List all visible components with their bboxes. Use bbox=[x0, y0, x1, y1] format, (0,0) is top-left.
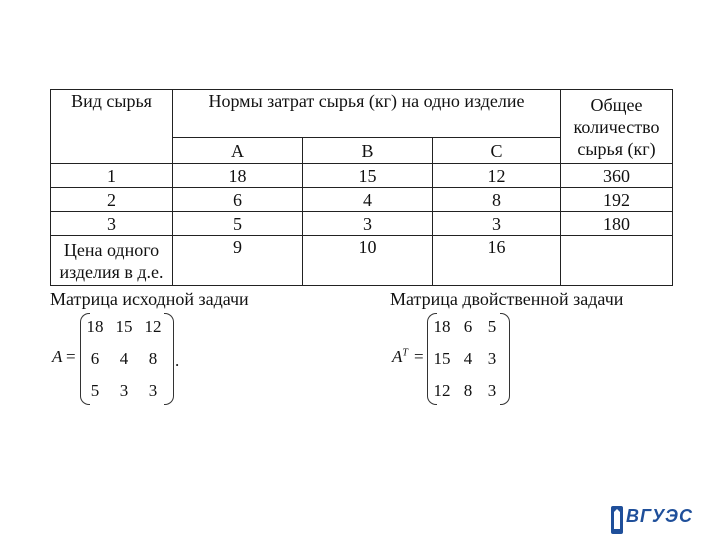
row-label: 3 bbox=[51, 212, 173, 236]
header-total: Общее количество сырья (кг) bbox=[561, 90, 673, 164]
cell-a: 5 bbox=[173, 212, 303, 236]
matrix-original bbox=[50, 313, 190, 405]
matrix-cell: 4 bbox=[463, 349, 473, 368]
matrix-symbol: $A^T$ bbox=[392, 347, 408, 366]
row-label: 1 bbox=[51, 164, 173, 188]
table-row bbox=[51, 188, 673, 212]
matrix-cell: 8 bbox=[463, 381, 473, 400]
cell-total: 360 bbox=[561, 164, 673, 188]
col-header-a: A bbox=[173, 138, 303, 164]
cell-b: 3 bbox=[303, 212, 433, 236]
emblem-icon bbox=[614, 509, 620, 529]
matrix-cell: 15 bbox=[115, 317, 133, 336]
header-norms: Нормы затрат сырья (кг) на одно изделие bbox=[173, 90, 561, 138]
transpose-superscript: T bbox=[402, 347, 408, 359]
caption-dual-matrix: Матрица двойственной задачи bbox=[390, 289, 624, 309]
matrix-cell: 3 bbox=[119, 381, 129, 400]
matrix-cell: 6 bbox=[463, 317, 473, 336]
price-label: Цена одного изделия в д.е. bbox=[51, 236, 173, 286]
price-total-empty bbox=[561, 236, 673, 286]
col-header-c: C bbox=[433, 138, 561, 164]
right-bracket bbox=[500, 313, 510, 405]
matrix-cell: 12 bbox=[144, 317, 162, 336]
table-row bbox=[51, 164, 673, 188]
matrix-cell: 18 bbox=[86, 317, 104, 336]
matrix-dual bbox=[392, 313, 522, 405]
cell-c: 8 bbox=[433, 188, 561, 212]
cell-c: 3 bbox=[433, 212, 561, 236]
matrix-cell: 6 bbox=[90, 349, 100, 368]
row-label: 2 bbox=[51, 188, 173, 212]
header-material-type: Вид сырья bbox=[51, 90, 173, 164]
logo-text: ВГУЭС bbox=[626, 506, 693, 526]
cell-total: 192 bbox=[561, 188, 673, 212]
matrix-cell: 5 bbox=[90, 381, 100, 400]
cell-a: 6 bbox=[173, 188, 303, 212]
matrix-cell: 3 bbox=[487, 381, 497, 400]
cell-b: 4 bbox=[303, 188, 433, 212]
cell-c: 12 bbox=[433, 164, 561, 188]
price-c: 16 bbox=[433, 236, 561, 286]
matrix-cell: 4 bbox=[119, 349, 129, 368]
caption-original-matrix: Матрица исходной задачи bbox=[50, 289, 249, 309]
equals-sign: = bbox=[66, 347, 76, 366]
matrix-cell: 12 bbox=[433, 381, 451, 400]
cell-b: 15 bbox=[303, 164, 433, 188]
col-header-b: B bbox=[303, 138, 433, 164]
table-row bbox=[51, 212, 673, 236]
price-a: 9 bbox=[173, 236, 303, 286]
equals-sign: = bbox=[414, 347, 424, 366]
cell-total: 180 bbox=[561, 212, 673, 236]
raw-materials-table bbox=[50, 89, 673, 286]
right-bracket bbox=[164, 313, 174, 405]
table-row-price bbox=[51, 236, 673, 286]
matrix-symbol: A bbox=[52, 347, 63, 366]
price-b: 10 bbox=[303, 236, 433, 286]
matrix-cell: 3 bbox=[487, 349, 497, 368]
trailing-period: . bbox=[175, 351, 180, 370]
matrix-cell: 18 bbox=[433, 317, 451, 336]
matrix-cell: 8 bbox=[148, 349, 158, 368]
cell-a: 18 bbox=[173, 164, 303, 188]
matrix-cell: 3 bbox=[148, 381, 158, 400]
matrix-cell: 15 bbox=[433, 349, 451, 368]
matrix-cell: 5 bbox=[487, 317, 497, 336]
